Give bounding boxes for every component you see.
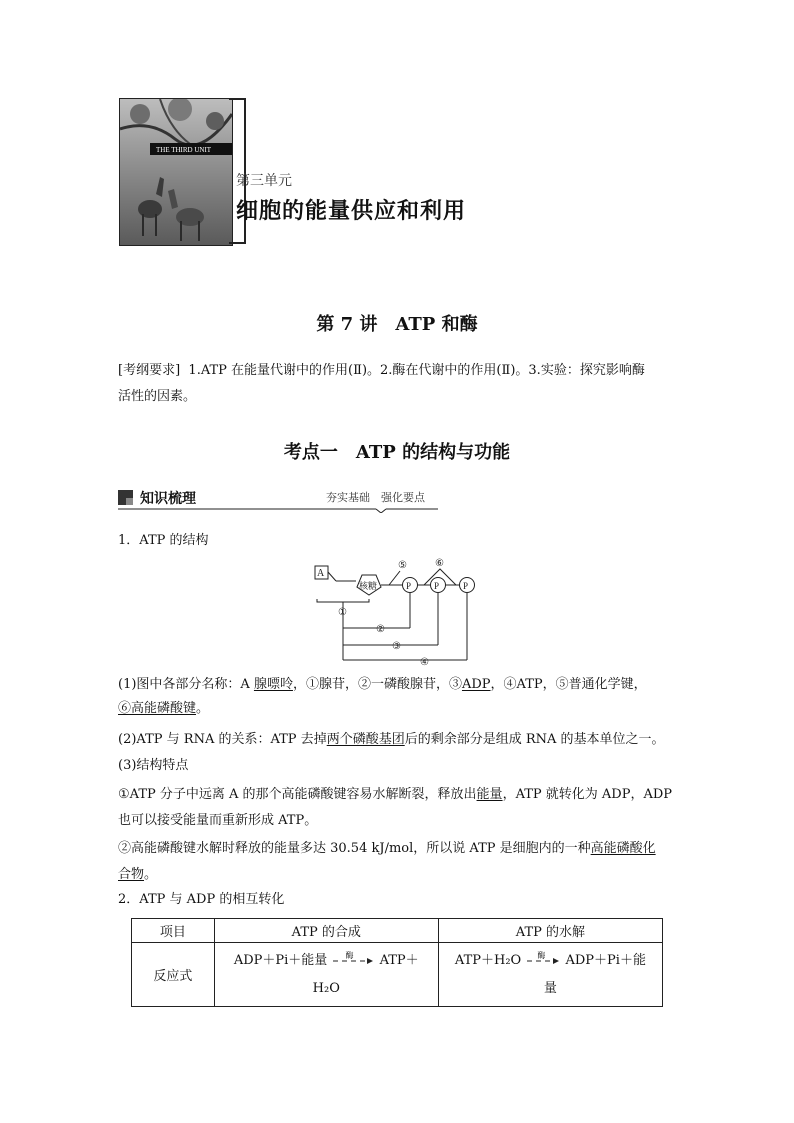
unit-number: 第三单元	[236, 173, 292, 189]
answer-adenine: 腺嘌呤	[253, 677, 293, 692]
p1-prefix: (1)图中各部分名称：A	[118, 677, 254, 692]
paragraph-rna	[118, 730, 665, 750]
paragraph-bond-break	[118, 782, 683, 834]
marker-6: ⑥	[435, 558, 444, 569]
enzyme-label: 酶	[537, 951, 546, 960]
marker-5: ⑤	[398, 560, 407, 571]
phosphate-3: P	[463, 581, 469, 591]
p5-end: 。	[144, 867, 158, 882]
enzyme-label: 酶	[345, 951, 354, 960]
marker-1: ①	[338, 607, 347, 618]
requirements-tag: [考纲要求]	[118, 363, 181, 378]
unit-cover-photo	[119, 98, 233, 246]
marker-3: ③	[392, 641, 401, 652]
hydrolysis-right: ADP＋Pi＋能	[565, 952, 646, 968]
marker-4: ④	[420, 657, 429, 668]
p4-prefix: ①ATP 分子中远离 A 的那个高能磷酸键容易水解断裂，释放出	[118, 787, 477, 802]
unit-title: 细胞的能量供应和利用	[236, 199, 467, 224]
requirements-text: 1.ATP 在能量代谢中的作用(Ⅱ)。2.酶在代谢中的作用(Ⅱ)。3.实验：探究影响酶	[188, 363, 645, 378]
ribose-label: 核糖	[359, 581, 378, 591]
enzyme-arrow-icon	[331, 951, 375, 966]
answer-two-phosphates: 两个磷酸基团	[326, 732, 405, 747]
adenine-label: A	[317, 568, 325, 579]
phosphate-2: P	[434, 581, 440, 591]
p2-suffix: 后的剩余部分是组成 RNA 的基本单位之一。	[404, 732, 665, 747]
p1-tail: ，④ATP，⑤普通化学键，	[490, 677, 647, 692]
section-square-icon	[118, 490, 133, 505]
synthesis-line2: H₂O	[312, 980, 340, 996]
section-label: 知识梳理	[140, 491, 196, 507]
paragraph-energy	[118, 836, 683, 888]
unit-caption: THE THIRD UNIT	[156, 146, 212, 154]
paragraph-structure-features: (3)结构特点	[118, 758, 189, 773]
hydrolysis-line2: 量	[543, 980, 557, 996]
requirements-text-cont: 活性的因素。	[118, 389, 197, 404]
answer-high-energy-compound-a: 高能磷酸化	[590, 841, 656, 856]
synthesis-right: ATP＋	[379, 952, 419, 968]
phosphate-1: P	[406, 581, 412, 591]
table-head-item: 项目	[132, 919, 215, 943]
table-row-label: 反应式	[132, 943, 215, 1007]
table-head-synthesis: ATP 的合成	[214, 919, 438, 943]
p1-mid: ，①腺苷，②一磷酸腺苷，③	[292, 677, 462, 692]
p1-end: 。	[196, 701, 210, 716]
synthesis-left: ADP＋Pi＋能量	[233, 952, 328, 968]
synthesis-equation	[214, 943, 438, 1007]
answer-high-energy-compound-b: 合物	[118, 867, 145, 882]
enzyme-arrow-icon	[525, 951, 561, 966]
table-head-hydrolysis: ATP 的水解	[438, 919, 662, 943]
heading-atp-adp-conversion: 2．ATP 与 ADP 的相互转化	[118, 892, 285, 907]
section-subtitle: 夯实基础 强化要点	[326, 491, 425, 504]
exam-requirements	[118, 358, 688, 410]
paragraph-names	[118, 673, 683, 721]
conversion-table	[131, 918, 663, 1007]
heading-atp-structure: 1．ATP 的结构	[118, 533, 209, 548]
section-banner	[118, 485, 678, 513]
marker-2: ②	[376, 624, 385, 635]
hydrolysis-equation	[438, 943, 662, 1007]
answer-adp: ADP	[461, 677, 491, 692]
atp-structure-diagram	[300, 553, 490, 668]
p4-line2: 也可以接受能量而重新形成 ATP。	[118, 813, 318, 828]
lecture-title: 第 7 讲 ATP 和酶	[316, 314, 478, 335]
answer-high-energy-bond: ⑥高能磷酸键	[118, 701, 197, 716]
p4-suffix: ，ATP 就转化为 ADP，ADP	[502, 787, 673, 802]
p5-prefix: ②高能磷酸键水解时释放的能量多达 30.54 kJ/mol，所以说 ATP 是细胞内的一种	[118, 841, 591, 856]
kaodian-title: 考点一 ATP 的结构与功能	[283, 442, 511, 463]
answer-energy: 能量	[476, 787, 503, 802]
p2-prefix: (2)ATP 与 RNA 的关系：ATP 去掉	[118, 732, 327, 747]
hydrolysis-left: ATP＋H₂O	[454, 952, 522, 968]
